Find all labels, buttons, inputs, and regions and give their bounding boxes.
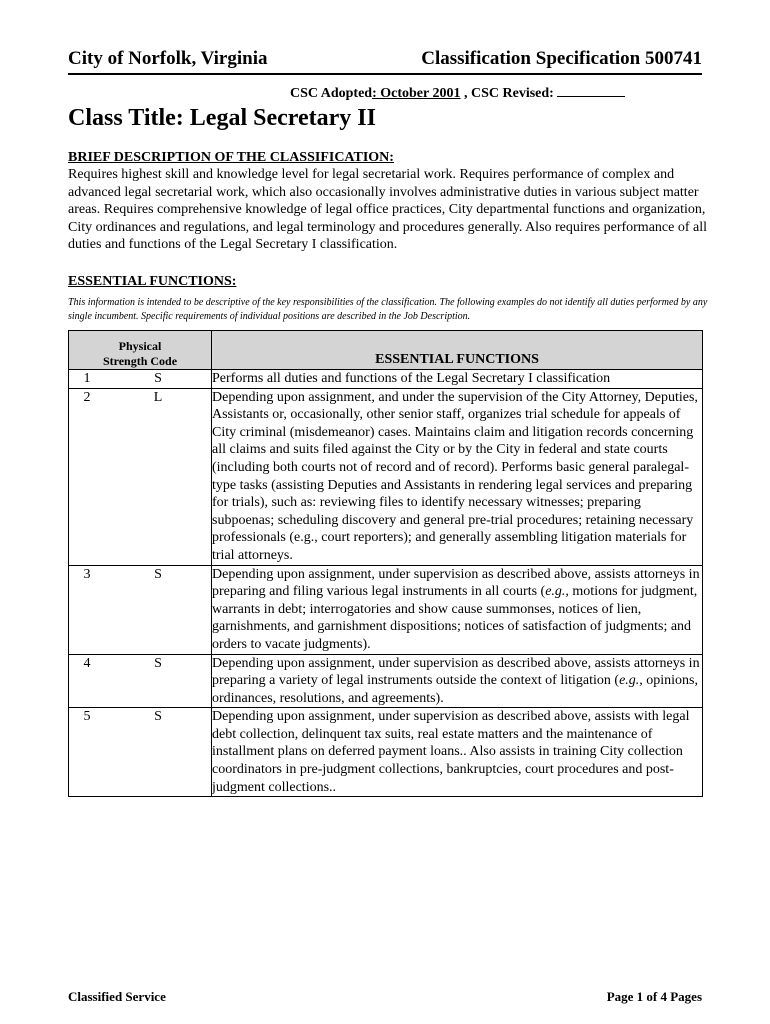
table-row [69, 708, 703, 797]
strength-code-column-header [69, 331, 212, 370]
adoption-separator: , [460, 86, 471, 101]
table-row [69, 654, 703, 708]
row-number: 1 [83, 371, 91, 386]
revised-blank [557, 84, 625, 97]
function-description: Depending upon assignment, and under the supervision of the City Attorney, Deputies, Assistants or, occasionally, other senior staff, organizes trial schedule for appeals of City criminal (misdemeanor) cases. Maintains claim and litigation records concerning all claims and suits filed against the City or by the City in federal and state courts (including both courts not of record and of record). Performs basic general paralegal-type tasks (assisting Deputies and Assistants in rendering legal services and preparing for trials), such as: reviewing files to identify necessary witnesses; preparing subpoenas; scheduling discovery and general pre-trial procedures; retaining necessary professionals (e.g., court reporters); and generally assembling litigation materials for trial attorneys. [212, 388, 703, 565]
brief-description-text: Requires highest skill and knowledge level for legal secretarial work. Requires performance of complex and advanced legal secretarial work, which also occasionally involves administrative duties in various subject matter areas. Requires comprehensive knowledge of legal office practices, City departmental functions and organization, City ordinances and regulations, and legal terminology and procedures generally. Also requires performance of all duties and functions of the Legal Secretary I classification. [68, 167, 707, 253]
strength-code: S [154, 371, 162, 386]
function-description: Depending upon assignment, under supervision as described above, assists with legal debt collection, delinquent tax suits, real estate matters and the maintenance of installment plans on deferred payment loans.. Also assists in training City collection coordinators in pre-judgment collections, bankruptcies, court procedures and post-judgment collections.. [212, 708, 703, 797]
strength-code: S [154, 709, 162, 725]
function-description: Performs all duties and functions of the Legal Secretary I classification [212, 370, 703, 389]
footer-page-number: Page 1 of 4 Pages [606, 989, 702, 1004]
adopted-date: : October 2001 [372, 86, 461, 101]
strength-code-header-line1: Physical [118, 339, 162, 353]
table-row [69, 370, 703, 389]
strength-code-header-line2: Strength Code [102, 354, 178, 368]
function-text-part: , motions for judgment, warrants in debt; interrogatories and show cause summonses, notices of lien, garnishments, and garnishment dispositions; notices of satisfaction of judgments; and orders to vacate judgments). [212, 584, 698, 652]
adoption-line [290, 84, 625, 103]
table-header-row [69, 331, 703, 370]
functions-column-header: ESSENTIAL FUNCTIONS [212, 331, 703, 370]
adopted-label: CSC Adopted [290, 86, 373, 101]
function-description [212, 565, 703, 654]
brief-description-heading: BRIEF DESCRIPTION OF THE CLASSIFICATION: [68, 150, 394, 165]
row-number: 3 [83, 566, 91, 582]
essential-functions-note: This information is intended to be descriptive of the key responsibilities of the classification. The following examples do not identify all duties performed by any single incumbent. Specific requirements of individual positions are described in the Job Description. [68, 297, 708, 322]
function-description [212, 654, 703, 708]
strength-code: S [154, 566, 162, 582]
row-number: 4 [83, 655, 91, 671]
function-text-part: Depending upon assignment, under supervision as described above, assists attorneys in preparing a variety of legal instruments outside the context of litigation ( [212, 655, 700, 689]
function-text-part: , opinions, ordinances, resolutions, and agreements). [212, 673, 699, 706]
footer-service: Classified Service [68, 989, 166, 1004]
strength-code: L [153, 389, 163, 405]
row-number: 2 [83, 389, 91, 405]
table-row [69, 565, 703, 654]
revised-label: CSC Revised [470, 86, 550, 101]
strength-code: S [154, 655, 162, 671]
revised-colon: : [549, 86, 554, 101]
row-number: 5 [83, 709, 91, 725]
essential-functions-table [68, 330, 703, 797]
function-text-eg: e.g. [545, 584, 566, 600]
function-text-eg: e.g. [619, 673, 640, 689]
document-header [68, 47, 702, 75]
table-row [69, 388, 703, 565]
function-text-part: Depending upon assignment, under supervision as described above, assists attorneys in preparing and filing various legal instruments in all courts ( [212, 566, 700, 600]
city-name: City of Norfolk, Virginia [68, 48, 268, 69]
class-title: Class Title: Legal Secretary II [68, 105, 376, 131]
essential-functions-heading: ESSENTIAL FUNCTIONS: [68, 274, 237, 289]
classification-spec-number: Classification Specification 500741 [421, 48, 702, 69]
